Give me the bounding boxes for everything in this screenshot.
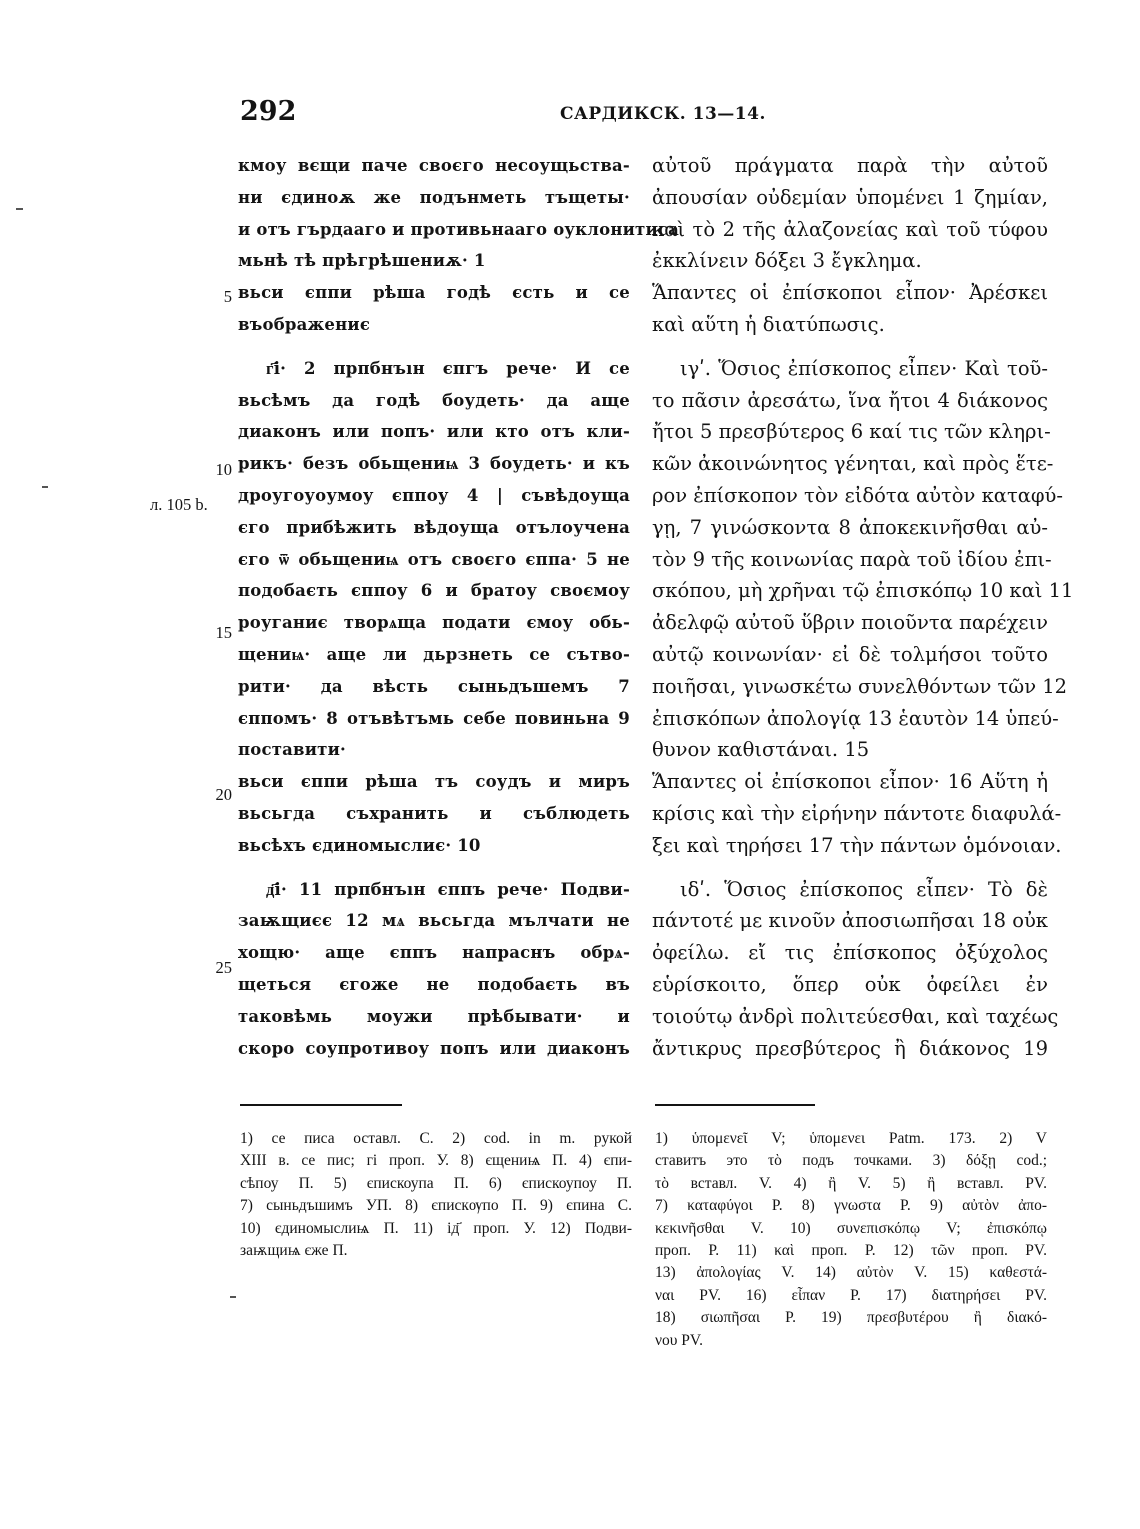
greek-line: ἐπισκόπων ἀπολογίᾳ 13 ἑαυτὸν 14 ὑπεύ- bbox=[652, 706, 1059, 730]
slavonic-line: щениѩ· аще ли дьрзнеть се сътво- bbox=[238, 644, 630, 664]
greek-column bbox=[652, 150, 1074, 1064]
footnote-line: 10) єдиномыслиѩ П. 11) ід҃ проп. У. 12) Подви- bbox=[240, 1219, 632, 1237]
slavonic-line: г҃і· 2 прпбнъıн єпгъ рече· И се bbox=[266, 358, 630, 378]
folio-reference: л. 105 b. bbox=[150, 495, 208, 514]
greek-line: καὶ αὕτη ἡ διατύπωσις. bbox=[652, 312, 885, 336]
greek-line: ἐκκλίνειν δόξει 3 ἔγκλημα. bbox=[652, 249, 922, 273]
line-number: 25 bbox=[215, 958, 232, 977]
footnote-line: 7) сыньдъшимъ УП. 8) єпискѹпо П. 9) єпина С. bbox=[240, 1197, 632, 1215]
footnote-line: 13) ἀπολογίας V. 14) αὐτὸν V. 15) καθεστά- bbox=[655, 1264, 1047, 1282]
greek-line: ἀδελφῷ αὐτοῦ ὕβριν ποιοῦντα παρέχειν bbox=[652, 611, 1048, 635]
slavonic-line: мьнѣ тѣ прѣгрѣшениѫ· 1 bbox=[238, 251, 486, 271]
slavonic-line: скоро соупротивоу попъ или диаконъ bbox=[238, 1038, 630, 1058]
line-number: 10 bbox=[215, 460, 232, 479]
slavonic-line: хощю· аще єппъ напраснъ обрѧ- bbox=[238, 943, 630, 963]
greek-line: ιγʹ. Ὅσιος ἐπίσκοπος εἶπεν· Καὶ τοῦ- bbox=[680, 356, 1048, 380]
slavonic-line: кмоу вєщи паче своєго несоущьства- bbox=[238, 156, 630, 175]
line-number: 20 bbox=[215, 785, 232, 804]
greek-line: τοιούτῳ ἀνδρὶ πολιτεύεσθαι, καὶ ταχέως bbox=[652, 1004, 1059, 1028]
footnote-line: ναι PV. 16) εἶπαν P. 17) διατηρήσει PV. bbox=[655, 1286, 1047, 1304]
greek-line: αὐτοῦ πράγματα παρὰ τὴν αὐτοῦ bbox=[652, 154, 1048, 177]
slavonic-line: вьсѣмъ да годѣ боудеть· да аще bbox=[238, 390, 630, 410]
footnote-line: 18) σιωπῆσαι P. 19) πρεσβυτέρου ἢ διακό- bbox=[655, 1309, 1047, 1327]
footnote-rule bbox=[655, 1104, 815, 1106]
greek-line: ἀπουσίαν οὐδεμίαν ὑπομένει 1 ζημίαν, bbox=[652, 185, 1048, 209]
slavonic-line: єго ѿ обьщениѩ отъ своєго єппа· 5 не bbox=[238, 549, 630, 569]
greek-line: ἤτοι 5 πρεσβύτερος 6 καί τις τῶν κληρι- bbox=[652, 420, 1051, 444]
scan-speck bbox=[16, 208, 23, 210]
running-head: САРДИКСК. 13—14. bbox=[560, 104, 766, 124]
greek-line: Ἅπαντες οἱ ἐπίσκοποι εἶπον· 16 Αὕτη ἡ bbox=[652, 770, 1048, 794]
slavonic-line: таковѣмь моужи прѣбывати· и bbox=[238, 1006, 630, 1026]
footnote-line: τὸ вставл. V. 4) ἢ V. 5) ἢ вставл. PV. bbox=[655, 1174, 1047, 1192]
footnote-rule bbox=[240, 1104, 402, 1106]
greek-line: καὶ τὸ 2 τῆς ἀλαζονείας καὶ τοῦ τύφου bbox=[652, 217, 1048, 241]
page-number: 292 bbox=[240, 96, 297, 127]
footnote-line: 1) се писа оставл. С. 2) cod. in m. рукой bbox=[240, 1130, 632, 1147]
footnote-line: ставитъ это τὸ подъ точками. 3) δόξῃ cod.; bbox=[655, 1152, 1047, 1170]
greek-line: κρίσις καὶ τὴν εἰρήνην πάντοτε διαφυλά- bbox=[652, 801, 1062, 825]
greek-line: το πᾶσιν ἀρεσάτω, ἵνα ἤτοι 4 διάκονος bbox=[652, 388, 1048, 412]
greek-line: θυνον καθιστάναι. 15 bbox=[652, 738, 870, 762]
greek-line: τὸν 9 τῆς κοινωνίας παρὰ τοῦ ἰδίου ἐπι- bbox=[652, 547, 1052, 571]
slavonic-column bbox=[238, 150, 680, 1064]
scan-speck bbox=[42, 486, 48, 488]
footnotes-greek bbox=[655, 1128, 1047, 1352]
footnote-line: XIII в. се пис; гі проп. У. 8) єщениѩ П. 4) єпи- bbox=[240, 1152, 632, 1170]
slavonic-line: поставити· bbox=[238, 740, 346, 760]
footnote-line: κεκινῆσθαι V. 10) συνεπισκόπῳ V; ἐπισκόπῳ bbox=[655, 1219, 1047, 1237]
slavonic-line: єго прибѣжить вѣдоуща отълоучена bbox=[238, 517, 630, 537]
greek-line: Ἅπαντες οἱ ἐπίσκοποι εἶπον· Ἀρέσκει bbox=[652, 281, 1048, 305]
slavonic-line: заѭщиєє 12 мѧ вьсьгда мълчати не bbox=[238, 911, 630, 931]
slavonic-line: вьси єппи рѣша тъ соудъ и миръ bbox=[238, 772, 630, 792]
footnote-line: заѭщиѩ єже П. bbox=[240, 1241, 348, 1259]
slavonic-line: роуганиє творѧща подати ємоу обь- bbox=[238, 613, 630, 633]
greek-line: ξει καὶ τηρήσει 17 τὴν πάντων ὁμόνοιαν. bbox=[652, 833, 1062, 857]
greek-line: πάντοτέ με κινοῦν ἀποσιωπῆσαι 18 οὐκ bbox=[652, 909, 1048, 933]
footnote-line: сѣпоу П. 5) єпискоупа П. 6) єпискоупоу П. bbox=[240, 1174, 632, 1192]
footnotes-slavonic bbox=[240, 1128, 632, 1262]
greek-line: ποιῆσαι, γινωσκέτω συνελθόντων τῶν 12 bbox=[652, 674, 1068, 698]
greek-line: γῃ, 7 γινώσκοντα 8 ἀποκεκινῆσθαι αὐ- bbox=[652, 515, 1048, 539]
greek-line: αὐτῷ κοινωνίαν· εἰ δὲ τολμήσοι τοῦτο bbox=[652, 642, 1048, 666]
slavonic-line: рикъ· безъ обьщениѩ 3 боудеть· и къ bbox=[238, 454, 630, 474]
greek-line: ὀφείλω. εἴ τις ἐπίσκοπος ὀξύχολος bbox=[652, 941, 1048, 965]
slavonic-line: диаконъ или попъ· или кто отъ кли- bbox=[238, 422, 630, 442]
slavonic-line: єппомъ· 8 отъвѣтъмь себе повиньна 9 bbox=[238, 708, 630, 728]
slavonic-line: д҃і· 11 прпбнъıн єппъ рече· Подви- bbox=[266, 879, 630, 899]
slavonic-line: вьси єппи рѣша годѣ єсть и се bbox=[238, 283, 630, 303]
greek-line: ρον ἐπίσκοπον τὸν εἰδότα αὐτὸν καταφύ- bbox=[652, 483, 1064, 507]
greek-line: ιδʹ. Ὅσιος ἐπίσκοπος εἶπεν· Τὸ δὲ bbox=[680, 877, 1048, 901]
footnote-line: 7) καταφύγοι P. 8) γνωστα P. 9) αὐτὸν ἀπο- bbox=[655, 1197, 1047, 1215]
footnote-line: νου PV. bbox=[655, 1331, 703, 1349]
line-number: 5 bbox=[223, 287, 232, 306]
footnote-line: проп. P. 11) καὶ проп. P. 12) τῶν проп. PV. bbox=[655, 1241, 1047, 1259]
footnote-line: 1) ὑπομενεῖ V; ὑπομενει Patm. 173. 2) V bbox=[655, 1130, 1047, 1147]
greek-line: σκόπου, μὴ χρῆναι τῷ ἐπισκόπῳ 10 καὶ 11 bbox=[652, 579, 1074, 603]
greek-line: εὑρίσκοιτο, ὅπερ οὐκ ὀφείλει ἐν bbox=[652, 972, 1048, 996]
slavonic-line: и отъ гърдааго и противьнааго оуклонитиса bbox=[238, 219, 680, 239]
slavonic-line: въображениє bbox=[238, 314, 371, 334]
slavonic-line: подобаєть єппоу 6 и братоу своємоу bbox=[238, 581, 630, 601]
scan-speck bbox=[230, 1296, 236, 1298]
greek-line: ἄντικρυς πρεσβύτερος ἢ διάκονος 19 bbox=[652, 1036, 1048, 1060]
slavonic-line: вьсьгда съхранить и съблюдеть bbox=[238, 803, 630, 823]
slavonic-line: дроугоуоумоу єппоу 4 | съвѣдоуща bbox=[238, 485, 630, 505]
slavonic-line: вьсѣхъ єдиномыслиє· 10 bbox=[238, 835, 481, 855]
greek-line: κῶν ἀκοινώνητος γένηται, καὶ πρὸς ἕτε- bbox=[652, 452, 1054, 476]
slavonic-line: рити· да вѣсть сыньдъшемъ 7 bbox=[238, 676, 630, 696]
slavonic-line: щеться єгоже не подобаєть въ bbox=[238, 974, 630, 994]
line-number: 15 bbox=[215, 623, 232, 642]
slavonic-line: ни єдиноѫ же подънметь тъщеты· bbox=[238, 187, 630, 207]
